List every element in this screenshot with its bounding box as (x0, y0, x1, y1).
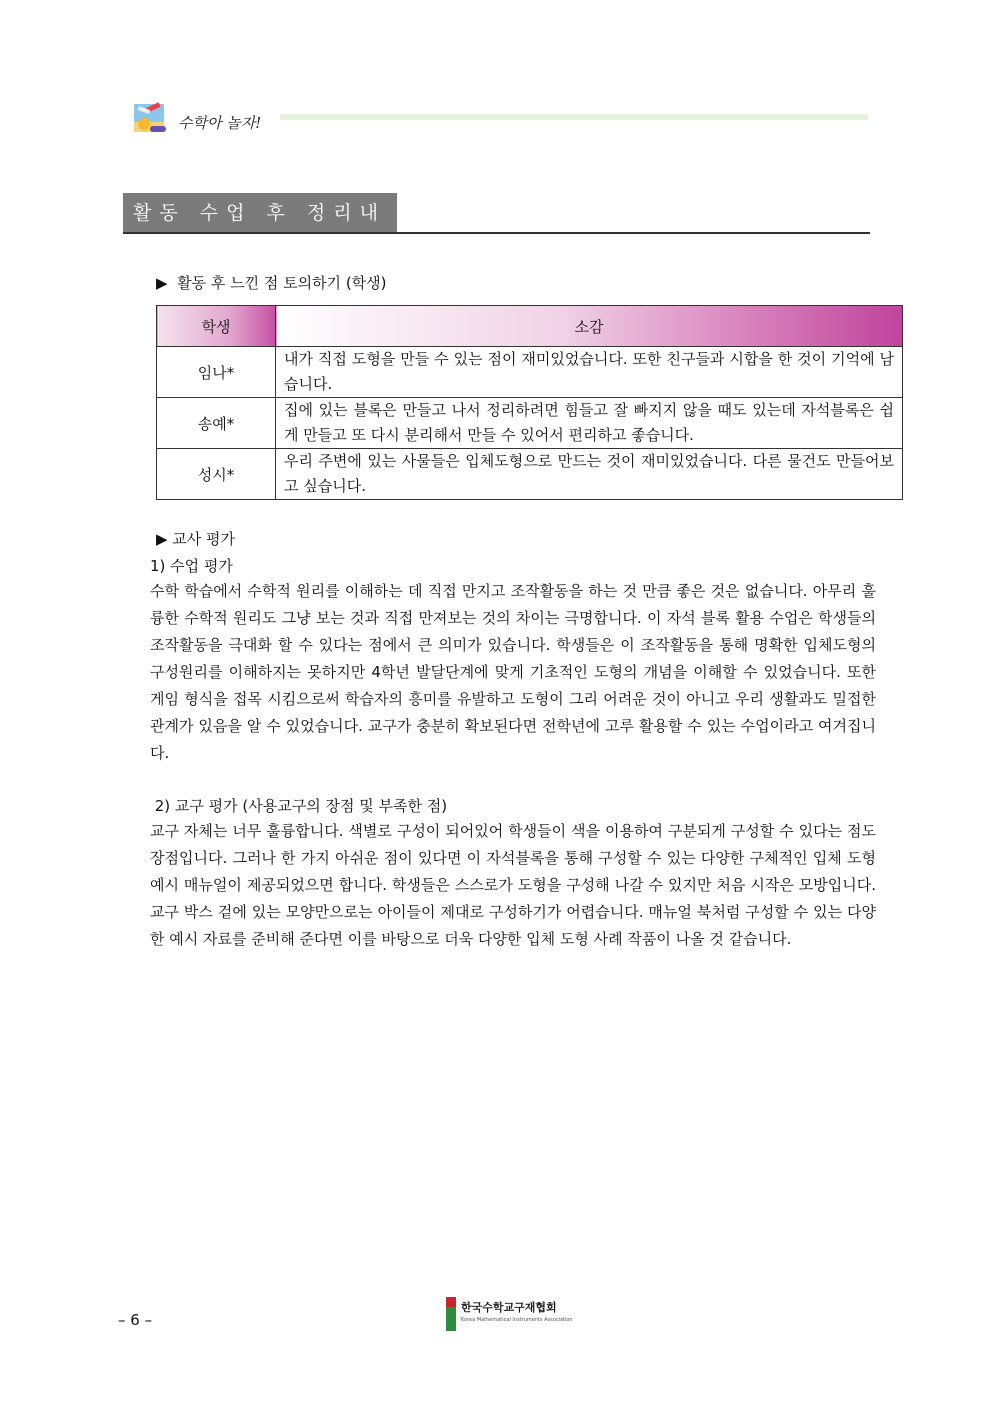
discussion-heading: ▶ 활동 후 느낀 점 토의하기 (학생) (156, 274, 387, 292)
tool-eval-body: 교구 자체는 너무 훌륭합니다. 색별로 구성이 되어있어 학생들이 색을 이용하여 구분되게 구성할 수 있다는 점도 장점입니다. 그러나 한 가지 아쉬운 점이 있다면 이 자석블록을 통해 구성할 수 있는 다양한 구체적인 입체 도형 예시 매뉴얼이 제공되었으면 합니다. 학생들은 스스로가 도형을 구성해 나갈 수 있지만 처음 시작은 모방입니다. 교구 박스 겉에 있는 모양만으로는 아이들이 제대로 구성하기가 어렵습니다. 매뉴얼 북처럼 구성할 수 있는 다양한 예시 자료를 준비해 준다면 이를 바탕으로 더욱 다양한 입체 도형 사례 작품이 나올 것 같습니다. (150, 822, 876, 948)
table-header-row (157, 306, 903, 347)
column-header-impression: 소감 (276, 306, 903, 347)
lesson-eval-heading: 1) 수업 평가 (150, 557, 233, 575)
column-header-student: 학생 (157, 306, 276, 347)
lesson-eval-body: 수학 학습에서 수학적 원리를 이해하는 데 직접 만지고 조작활동을 하는 것 만큼 좋은 것은 없습니다. 아무리 훌륭한 수학적 원리도 그냥 보는 것과 직접 만져보는 것의 차이는 극명합니다. 이 자석 블록 활용 수업은 학생들의 조작활동을 극대화 할 수 있다는 점에서 큰 의미가 있습니다. 학생들은 이 조작활동을 통해 명확한 입체도형의 구성원리를 이해하지는 못하지만 4학년 발달단계에 맞게 기초적인 도형의 개념을 이해할 수 있었습니다. 또한 게임 형식을 접목 시킴으로써 학습자의 흥미를 유발하고 도형이 그리 어려운 것이 아니고 우리 생활과도 밀접한 관계가 있음을 알 수 있었습니다. 교구가 충분히 확보된다면 전학년에 고루 활용할 수 있는 수업이라고 여겨집니다. (150, 582, 876, 762)
association-name: 한국수학교구재협회 (461, 1301, 557, 1314)
student-name: 성시* (157, 449, 276, 500)
section-title-block (123, 193, 870, 264)
page-number: – 6 – (118, 1311, 153, 1329)
table-row (157, 449, 903, 500)
section-title: 활동 수업 후 정리내용 (123, 193, 397, 233)
student-impression: 내가 직접 도형을 만들 수 있는 점이 재미있었습니다. 또한 친구들과 시합을 한 것이 기억에 남습니다. (276, 347, 903, 398)
association-logo (445, 1297, 573, 1333)
student-impression: 집에 있는 블록은 만들고 나서 정리하려면 힘들고 잘 빠지지 않을 때도 있는데 자석블록은 쉽게 만들고 또 다시 분리해서 만들 수 있어서 편리하고 좋습니다. (276, 398, 903, 449)
tool-eval-heading: 2) 교구 평가 (사용교구의 장점 및 부족한 점) (150, 797, 448, 815)
header-title: 수학아 놀자! (178, 114, 262, 132)
student-feedback-table (156, 305, 903, 500)
student-impression: 우리 주변에 있는 사물들은 입체도형으로 만드는 것이 재미있었습니다. 다른 물건도 만들어보고 싶습니다. (276, 449, 903, 500)
association-name-en: Korea Mathematical Instruments Association (461, 1317, 573, 1323)
association-mark-icon (445, 1297, 459, 1331)
table-row (157, 398, 903, 449)
table-row (157, 347, 903, 398)
teacher-eval-heading: ▶ 교사 평가 (156, 530, 236, 548)
student-name: 임나* (157, 347, 276, 398)
student-name: 송예* (157, 398, 276, 449)
page-header (130, 100, 870, 140)
crayon-logo-icon (132, 102, 168, 136)
section-rule (123, 232, 870, 234)
header-divider (280, 114, 868, 120)
